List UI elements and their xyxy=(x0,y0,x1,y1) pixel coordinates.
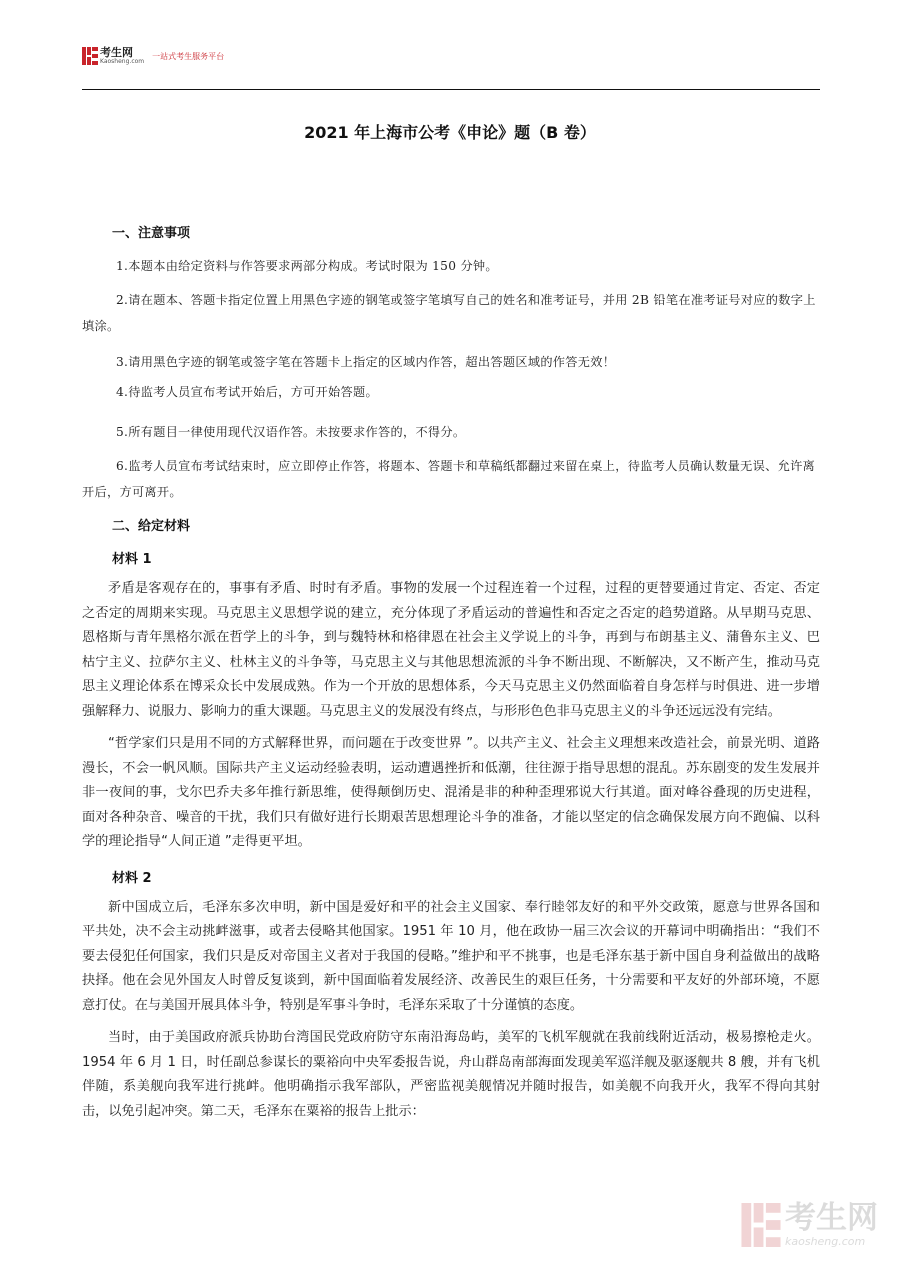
kaosheng-logo-icon xyxy=(82,47,98,65)
kaosheng-watermark-icon xyxy=(741,1203,781,1247)
watermark-logo xyxy=(741,1200,878,1248)
notice-item: 4.待监考人员宣布考试开始后，方可开始答题。 xyxy=(116,385,378,399)
logo-domain: Kaosheng.com xyxy=(100,58,145,65)
material-2-title: 材料 2 xyxy=(112,870,152,886)
site-slogan: 一站式考生服务平台 xyxy=(152,51,225,61)
notice-item: 3.请用黑色字迹的钢笔或签字笔在答题卡上指定的区域内作答，超出答题区域的作答无效！ xyxy=(116,355,616,369)
logo-name: 考生网 xyxy=(100,46,133,59)
notice-item: 1.本题本由给定资料与作答要求两部分构成。考试时限为 150 分钟。 xyxy=(116,259,498,273)
paragraph: 当时，由于美国政府派兵协助台湾国民党政府防守东南沿海岛屿，美军的飞机军舰就在我前线附近活动，极易擦枪走火。1954 年 6 月 1 日，时任副总参谋长的粟裕向中央军委报告说，舟山群岛南部海面发现美军巡洋舰及驱逐舰共 8 艘，并有飞机伴随，系美舰向我军进行挑衅。他明确指示我军部队，严密监视美舰情况并随时报告，如美舰不向我开火，我军不得向其射击，以免引起冲突。第二天，毛泽东在粟裕的报告上批示： xyxy=(82,1030,820,1119)
watermark-domain: kaosheng.com xyxy=(785,1235,866,1248)
paragraph: 新中国成立后，毛泽东多次申明，新中国是爱好和平的社会主义国家、奉行睦邻友好的和平外交政策，愿意与世界各国和平共处，决不会主动挑衅滋事，或者去侵略其他国家。1951 年 10 月，他在政协一届三次会议的开幕词中明确指出：“我们不要去侵犯任何国家，我们只是反对帝国主义者对于我国的侵略。”维护和平不挑事，也是毛泽东基于新中国自身利益做出的战略抉择。他在会见外国友人时曾反复谈到，新中国面临着发展经济、改善民生的艰巨任务，十分需要和平友好的外部环境，不愿意打仗。在与美国开展具体斗争，特别是军事斗争时，毛泽东采取了十分谨慎的态度。 xyxy=(82,899,820,1013)
notice-item: 6.监考人员宣布考试结束时，应立即停止作答，将题本、答题卡和草稿纸都翻过来留在桌上，待监考人员确认数量无误、允许离开后，方可离开。 xyxy=(82,459,816,499)
paragraph: “哲学家们只是用不同的方式解释世界，而问题在于改变世界 ”。以共产主义、社会主义理想来改造社会，前景光明、道路漫长，不会一帆风顺。国际共产主义运动经验表明，运动遭遇挫折和低潮，往往源于指导思想的混乱。苏东剧变的发生发展并非一夜间的事，戈尔巴乔夫多年推行新思维，使得颠倒历史、混淆是非的种种歪理邪说大行其道。面对峰谷叠现的历史进程，面对各种杂音、噪音的干扰，我们只有做好进行长期艰苦思想理论斗争的准备，才能以坚定的信念确保发展方向不跑偏、以科学的理论指导“人间正道 ”走得更平坦。 xyxy=(82,736,820,849)
page-header xyxy=(82,44,820,92)
notice-item: 2.请在题本、答题卡指定位置上用黑色字迹的钢笔或签字笔填写自己的姓名和准考证号，并用 2B 铅笔在准考证号对应的数字上填涂。 xyxy=(82,293,816,333)
materials-heading: 二、给定材料 xyxy=(112,519,191,534)
notice-heading: 一、注意事项 xyxy=(112,226,191,241)
site-logo[interactable] xyxy=(82,47,224,65)
notice-item: 5.所有题目一律使用现代汉语作答。未按要求作答的，不得分。 xyxy=(116,425,466,439)
paragraph: 矛盾是客观存在的，事事有矛盾、时时有矛盾。事物的发展一个过程连着一个过程，过程的更替要通过肯定、否定、否定之否定的周期来实现。马克思主义思想学说的建立，充分体现了矛盾运动的普遍性和否定之否定的趋势道路。从早期马克思、恩格斯与青年黑格尔派在哲学上的斗争，到与魏特林和格律恩在社会主义学说上的斗争，再到与布朗基主义、蒲鲁东主义、巴枯宁主义、拉萨尔主义、杜林主义的斗争等，马克思主义与其他思想流派的斗争不断出现、不断解决，又不断产生，推动马克思主义理论体系在博采众长中发展成熟。作为一个开放的思想体系，今天马克思主义仍然面临着自身怎样与时俱进、进一步增强解释力、说服力、影响力的重大课题。马克思主义的发展没有终点，与形形色色非马克思主义的斗争还远远没有完结。 xyxy=(82,581,820,719)
header-divider xyxy=(82,89,820,90)
document-body xyxy=(82,222,820,1124)
document-title: 2021 年上海市公考《申论》题（B 卷） xyxy=(304,123,596,142)
watermark-name: 考生网 xyxy=(785,1200,878,1236)
notice-list xyxy=(82,253,820,505)
material-1-title: 材料 1 xyxy=(112,552,152,567)
material-2 xyxy=(82,896,820,1125)
material-1 xyxy=(82,577,820,855)
